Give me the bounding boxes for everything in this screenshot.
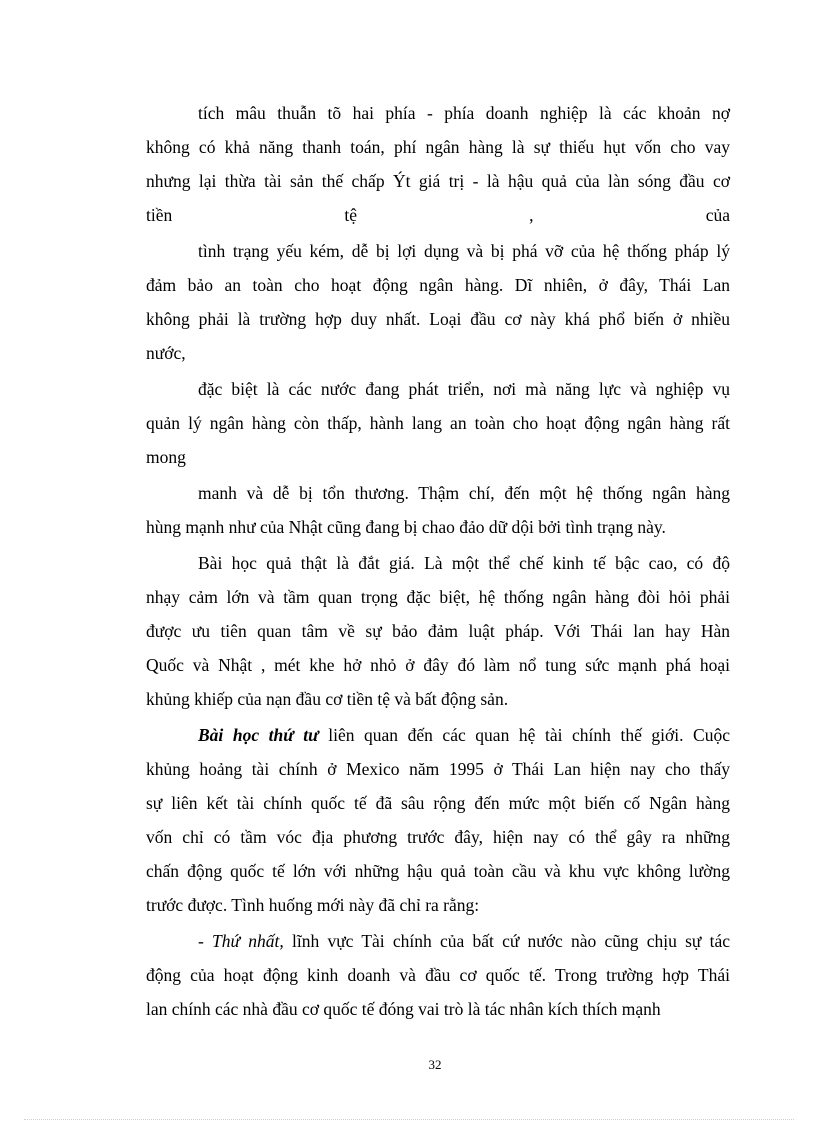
first-point-line bbox=[146, 924, 730, 958]
text-line: quản lý ngân hàng còn thấp, hành lang an toàn cho hoạt động ngân hàng rất bbox=[146, 413, 730, 433]
text-line: đảm bảo an toàn cho hoạt động ngân hàng. Dĩ nhiên, ở đây, Thái Lan bbox=[146, 275, 730, 295]
text-line: tình trạng yếu kém, dễ bị lợi dụng và bị phá vỡ của hệ thống pháp lý bbox=[198, 241, 730, 261]
spaced-word: tệ bbox=[344, 205, 358, 225]
text-line: khủng hoảng tài chính ở Mexico năm 1995 ở Thái Lan hiện nay cho thấy bbox=[146, 759, 730, 779]
lesson4-line bbox=[146, 718, 730, 752]
text-line: không có khả năng thanh toán, phí ngân hàng là sự thiếu hụt vốn cho vay bbox=[146, 137, 730, 157]
spaced-line bbox=[146, 198, 730, 232]
text-line: Quốc và Nhật , mét khe hở nhỏ ở đây đó làm nổ tung sức mạnh phá hoại bbox=[146, 655, 730, 675]
text-line: tích mâu thuẫn tõ hai phía - phía doanh nghiệp là các khoản nợ bbox=[198, 103, 730, 123]
text-line: được ưu tiên quan tâm về sự bảo đảm luật pháp. Với Thái lan hay Hàn bbox=[146, 621, 730, 641]
text-line: mong bbox=[146, 447, 186, 467]
text-line: trước được. Tình huống mới này đã chỉ ra rằng: bbox=[146, 895, 480, 915]
text-line: đặc biệt là các nước đang phát triển, nơi mà năng lực và nghiệp vụ bbox=[198, 379, 730, 399]
text-line: nhưng lại thừa tài sản thế chấp Ýt giá trị - là hậu quả của làn sóng đầu cơ bbox=[146, 171, 730, 191]
text-line: nước, bbox=[146, 343, 186, 363]
dash-prefix: - bbox=[198, 931, 213, 951]
text-line: nhạy cảm lớn và tầm quan trọng đặc biệt, hệ thống ngân hàng đòi hỏi phải bbox=[146, 587, 730, 607]
spaced-word: , bbox=[529, 205, 534, 225]
text-line: sự liên kết tài chính quốc tế đã sâu rộng đến mức một biến cố Ngân hàng bbox=[146, 793, 730, 813]
bottom-divider bbox=[24, 1119, 794, 1120]
text-line: lan chính các nhà đầu cơ quốc tế đóng vai trò là tác nhân kích thích mạnh bbox=[146, 999, 661, 1019]
spaced-word: của bbox=[705, 205, 730, 225]
text-line: vốn chỉ có tầm vóc địa phương trước đây, hiện nay có thể gây ra những bbox=[146, 827, 730, 847]
text-line: khủng khiếp của nạn đầu cơ tiền tệ và bất động sản. bbox=[146, 689, 509, 709]
first-point-label: Thứ nhất, bbox=[212, 931, 284, 951]
text-fragment: lĩnh vực Tài chính của bất cứ nước nào cũng chịu sự tác bbox=[292, 931, 730, 951]
text-line: không phải là trường hợp duy nhất. Loại đầu cơ này khá phổ biến ở nhiều bbox=[146, 309, 730, 329]
text-line: động của hoạt động kinh doanh và đầu cơ quốc tế. Trong trường hợp Thái bbox=[146, 965, 730, 985]
text-line: manh và dễ bị tổn thương. Thậm chí, đến một hệ thống ngân hàng bbox=[198, 483, 730, 503]
page-number: 32 bbox=[428, 1057, 442, 1072]
lesson4-heading: Bài học thứ tư bbox=[198, 725, 319, 745]
text-line: hùng mạnh như của Nhật cũng đang bị chao đảo dữ dội bởi tình trạng này. bbox=[146, 517, 666, 537]
body-text bbox=[146, 96, 730, 1026]
text-fragment: liên quan đến các quan hệ tài chính thế giới. Cuộc bbox=[328, 725, 730, 745]
text-line: Bài học quả thật là đắt giá. Là một thể chế kinh tế bậc cao, có độ bbox=[198, 553, 730, 573]
spaced-word: tiền bbox=[146, 205, 173, 225]
text-line: chấn động quốc tế lớn với những hậu quả toàn cầu và khu vực không lường bbox=[146, 861, 730, 881]
